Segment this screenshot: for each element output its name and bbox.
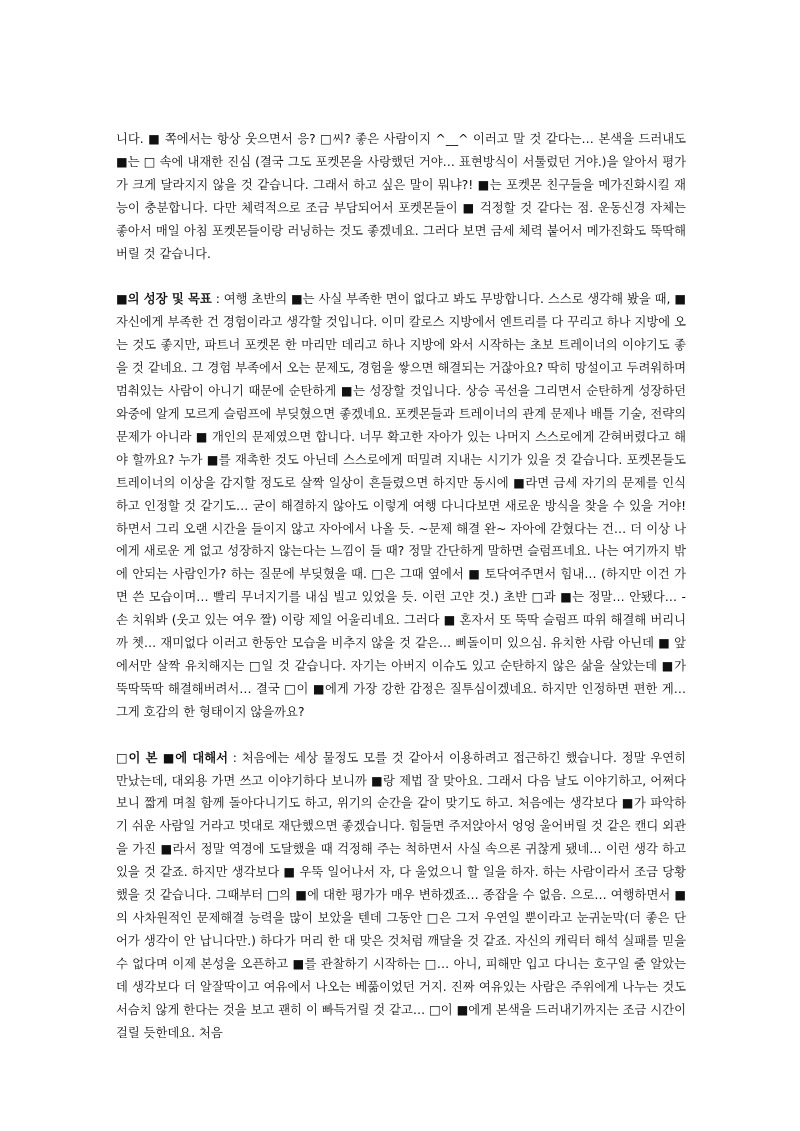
paragraph-intro-text: 니다. ■ 쪽에서는 항상 웃으면서 응? □씨? 좋은 사람이지 ^__^ 이러고 말 것 같다는… 본색을 드러내도 ■는 □ 속에 내재한 진심 (결국 그도 포켓몬을 사랑했던 거야… 표현방식이 서툴렀던 거야.)을 알아서 평가가 크게 달라지지 않을 것 같습니다. 그래서 하고 싶은 말이 뭐냐?! ■는 포켓몬 친구들을 메가진화시킬 재능이 충분합니다. 다만 체력적으로 조금 부담되어서 포켓몬들이 ■ 걱정할 것 같다는 점. 운동신경 자체는 좋아서 매일 아침 포켓몬들이랑 러닝하는 것도 좋겠네요. 그러다 보면 금세 체력 붙어서 메가진화도 뚝딱해버릴 것 같습니다.	[116, 132, 686, 261]
paragraph-gap	[116, 724, 686, 747]
paragraph-growth-goals	[116, 288, 686, 723]
paragraph-growth-goals-text: : 여행 초반의 ■는 사실 부족한 면이 없다고 봐도 무방합니다. 스스로 생각해 봤을 때, ■ 자신에게 부족한 건 경험이라고 생각할 것입니다. 이미 칼로스 지방에서 엔트리를 다 꾸리고 하나 지방에 오는 것도 좋지만, 파트너 포켓몬 한 마리만 데리고 하나 지방에 와서 시작하는 초보 트레이너의 이야기도 좋을 것 같네요. 그 경험 부족에서 오는 문제도, 경험을 쌓으면 해결되는 거잖아요? 딱히 망설이고 두려워하며 멈춰있는 사람이 아니기 때문에 순탄하게 ■는 성장할 것입니다. 상승 곡선을 그리면서 순탄하게 성장하던 와중에 알게 모르게 슬럼프에 부딪혔으면 좋겠네요. 포켓몬들과 트레이너의 관계 문제나 배틀 기술, 전략의 문제가 아니라 ■ 개인의 문제였으면 합니다. 너무 확고한 자아가 있는 나머지 스스로에게 갇혀버렸다고 해야 할까요? 누가 ■를 재촉한 것도 아닌데 스스로에게 떠밀려 지내는 시기가 있을 것 같습니다. 포켓몬들도 트레이너의 이상을 감지할 정도로 살짝 일상이 흔들렸으면 하지만 동시에 ■라면 금세 자기의 문제를 인식하고 인정할 것 같기도… 굳이 해결하지 않아도 이렇게 여행 다니다보면 새로운 방식을 찾을 수 있을 거야! 하면서 그리 오랜 시간을 들이지 않고 자아에서 나올 듯. ~문제 해결 완~ 자아에 갇혔다는 건… 더 이상 나에게 새로운 게 없고 성장하지 않는다는 느낌이 들 때? 정말 간단하게 말하면 슬럼프네요. 나는 여기까지 밖에 안되는 사람인가? 하는 질문에 부딪혔을 때. □은 그때 옆에서 ■ 토닥여주면서 힘내… (하지만 이건 가면 쓴 모습이며… 빨리 무너지기를 내심 빌고 있었을 듯. 이런 고얀 것.) 초반 □과 ■는 정말… 안됐다… -손 치워봐 (웃고 있는 여우 짤) 이랑 제일 어울리네요. 그러다 ■ 혼자서 또 뚝딱 슬럼프 따위 해결해 버리니까 쳇… 재미없다 이러고 한동안 모습을 비추지 않을 것 같은… 삐돌이미 있으심. 유치한 사람 아닌데 ■ 앞에서만 살짝 유치해지는 □일 것 같습니다. 자기는 아버지 이슈도 있고 순탄하지 않은 삶을 살았는데 ■가 뚝딱뚝딱 해결해버려서… 결국 □이 ■에게 가장 강한 감정은 질투심이겠네요. 하지만 인정하면 편한 게… 그게 호감의 한 형태이지 않을까요?	[116, 292, 686, 719]
paragraph-perspective-text: : 처음에는 세상 물정도 모를 것 같아서 이용하려고 접근하긴 했습니다. 정말 우연히 만났는데, 대외용 가면 쓰고 이야기하다 보니까 ■랑 제법 잘 맞아요. 그래서 다음 날도 이야기하고, 어쩌다 보니 짧게 며칠 함께 돌아다니기도 하고, 위기의 순간을 같이 맞기도 하고. 처음에는 생각보다 ■가 파악하기 쉬운 사람일 거라고 멋대로 재단했으면 좋겠습니다. 힘들면 주저앉아서 엉엉 울어버릴 것 같은 캔디 외관을 가진 ■라서 정말 역경에 도달했을 때 걱정해 주는 척하면서 사실 속으론 귀찮게 됐네… 이런 생각 하고 있을 것 같죠. 하지만 생각보다 ■ 우뚝 일어나서 자, 다 울었으니 할 일을 하자. 하는 사람이라서 조금 당황했을 것 같습니다. 그때부터 □의 ■에 대한 평가가 매우 변하겠죠… 종잡을 수 없음. 으로… 여행하면서 ■의 사차원적인 문제해결 능력을 많이 보았을 텐데 그동안 □은 그저 우연일 뿐이라고 눈귀눈막(더 좋은 단어가 생각이 안 납니다만.) 하다가 머리 한 대 맞은 것처럼 깨달을 것 같죠. 자신의 캐릭터 해석 실패를 믿을 수 없다며 이제 본성을 오픈하고 ■를 관찰하기 시작하는 □… 아니, 피해만 입고 다니는 호구일 줄 알았는데 생각보다 더 알잘딱이고 여유에서 나오는 베풂이었던 거지. 진짜 여유있는 사람은 주위에게 나누는 것도 서슴치 않게 한다는 것을 보고 괜히 이 빠득거릴 것 같고… □이 ■에게 본색을 드러내기까지는 조금 시간이 걸릴 듯한데요. 처음	[116, 750, 686, 1040]
paragraph-intro	[116, 128, 686, 265]
paragraph-gap	[116, 265, 686, 288]
paragraph-growth-goals-heading: ■의 성장 및 목표	[116, 292, 212, 307]
paragraph-perspective	[116, 747, 686, 1045]
paragraph-perspective-heading: □이 본 ■에 대해서	[116, 750, 228, 765]
